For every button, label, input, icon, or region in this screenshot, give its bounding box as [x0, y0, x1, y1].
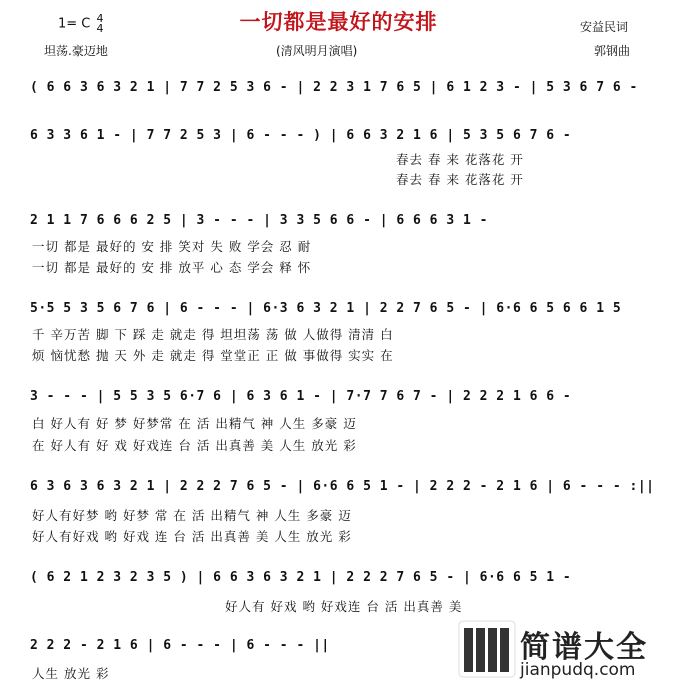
lyric-line: 人生 放光 彩 [32, 666, 110, 681]
score-row-notes: 2 1 1 7 6 6 6 2 5 | 3 - - - | 3 3 5 6 6 - | 6 6 6 3 1 - [30, 213, 488, 228]
meter-bottom: 4 [96, 22, 104, 35]
lyric-line: 好人有好梦 哟 好梦 常 在 活 出精气 神 人生 多豪 迈 [32, 508, 352, 523]
score-row-notes: 3 - - - | 5 5 3 5 6·7 6 | 6 3 6 1 - | 7·7 7 6 7 - | 2 2 2 1 6 6 - [30, 389, 572, 404]
singer-credit: (清风明月演唱) [276, 44, 358, 58]
key-label: 1= C [58, 16, 91, 32]
lyric-line: 白 好人有 好 梦 好梦常 在 活 出精气 神 人生 多豪 迈 [32, 416, 357, 431]
score-row-notes: 6 3 6 3 6 3 2 1 | 2 2 2 7 6 5 - | 6·6 6 5 1 - | 2 2 2 - 2 1 6 | 6 - - - :|| [30, 479, 655, 494]
key-signature [58, 14, 104, 34]
lyric-line: 千 辛万苦 脚 下 踩 走 就走 得 坦坦荡 荡 做 人做得 清清 白 [32, 327, 394, 342]
watermark-url: jianpudq.com [520, 660, 636, 680]
tempo-marking: 坦荡.豪迈地 [44, 44, 108, 58]
score-row-notes: ( 6 6 3 6 3 2 1 | 7 7 2 5 3 6 - | 2 2 3 1 7 6 5 | 6 1 2 3 - | 5 3 6 7 6 - [30, 80, 638, 95]
lyric-line: 好人有好戏 哟 好戏 连 台 活 出真善 美 人生 放光 彩 [32, 529, 352, 544]
piano-logo-icon [458, 620, 516, 678]
composer-credit: 郭钢曲 [594, 44, 631, 58]
score-row-notes: 2 2 2 - 2 1 6 | 6 - - - | 6 - - - || [30, 638, 330, 653]
score-row-notes: 6 3 3 6 1 - | 7 7 2 5 3 | 6 - - - ) | 6 6 3 2 1 6 | 5 3 5 6 7 6 - [30, 128, 572, 143]
score-row-notes: ( 6 2 1 2 3 2 3 5 ) | 6 6 3 6 3 2 1 | 2 2 2 7 6 5 - | 6·6 6 5 1 - [30, 570, 572, 585]
lyric-line: 一切 都是 最好的 安 排 笑对 失 败 学会 忍 耐 [32, 239, 312, 254]
lyric-line: 春去 春 来 花落花 开 [396, 172, 524, 187]
lyric-line: 烦 恼忧愁 抛 天 外 走 就走 得 堂堂正 正 做 事做得 实实 在 [32, 348, 394, 363]
score-row-notes: 5·5 5 3 5 6 7 6 | 6 - - - | 6·3 6 3 2 1 | 2 2 7 6 5 - | 6·6 6 5 6 6 1 5 [30, 301, 622, 316]
lyric-line: 春去 春 来 花落花 开 [396, 152, 524, 167]
lyric-line: 一切 都是 最好的 安 排 放平 心 态 学会 释 怀 [32, 260, 312, 275]
page-title: 一切都是最好的安排 [239, 10, 438, 34]
lyric-line: 在 好人有 好 戏 好戏连 台 活 出真善 美 人生 放光 彩 [32, 438, 357, 453]
meter [97, 14, 104, 34]
meter-top: 4 [96, 12, 104, 25]
lyricist-credit: 安益民词 [580, 20, 629, 34]
lyric-line: 好人有 好戏 哟 好戏连 台 活 出真善 美 [225, 599, 463, 614]
watermark-brand: 简谱大全 [520, 630, 648, 665]
